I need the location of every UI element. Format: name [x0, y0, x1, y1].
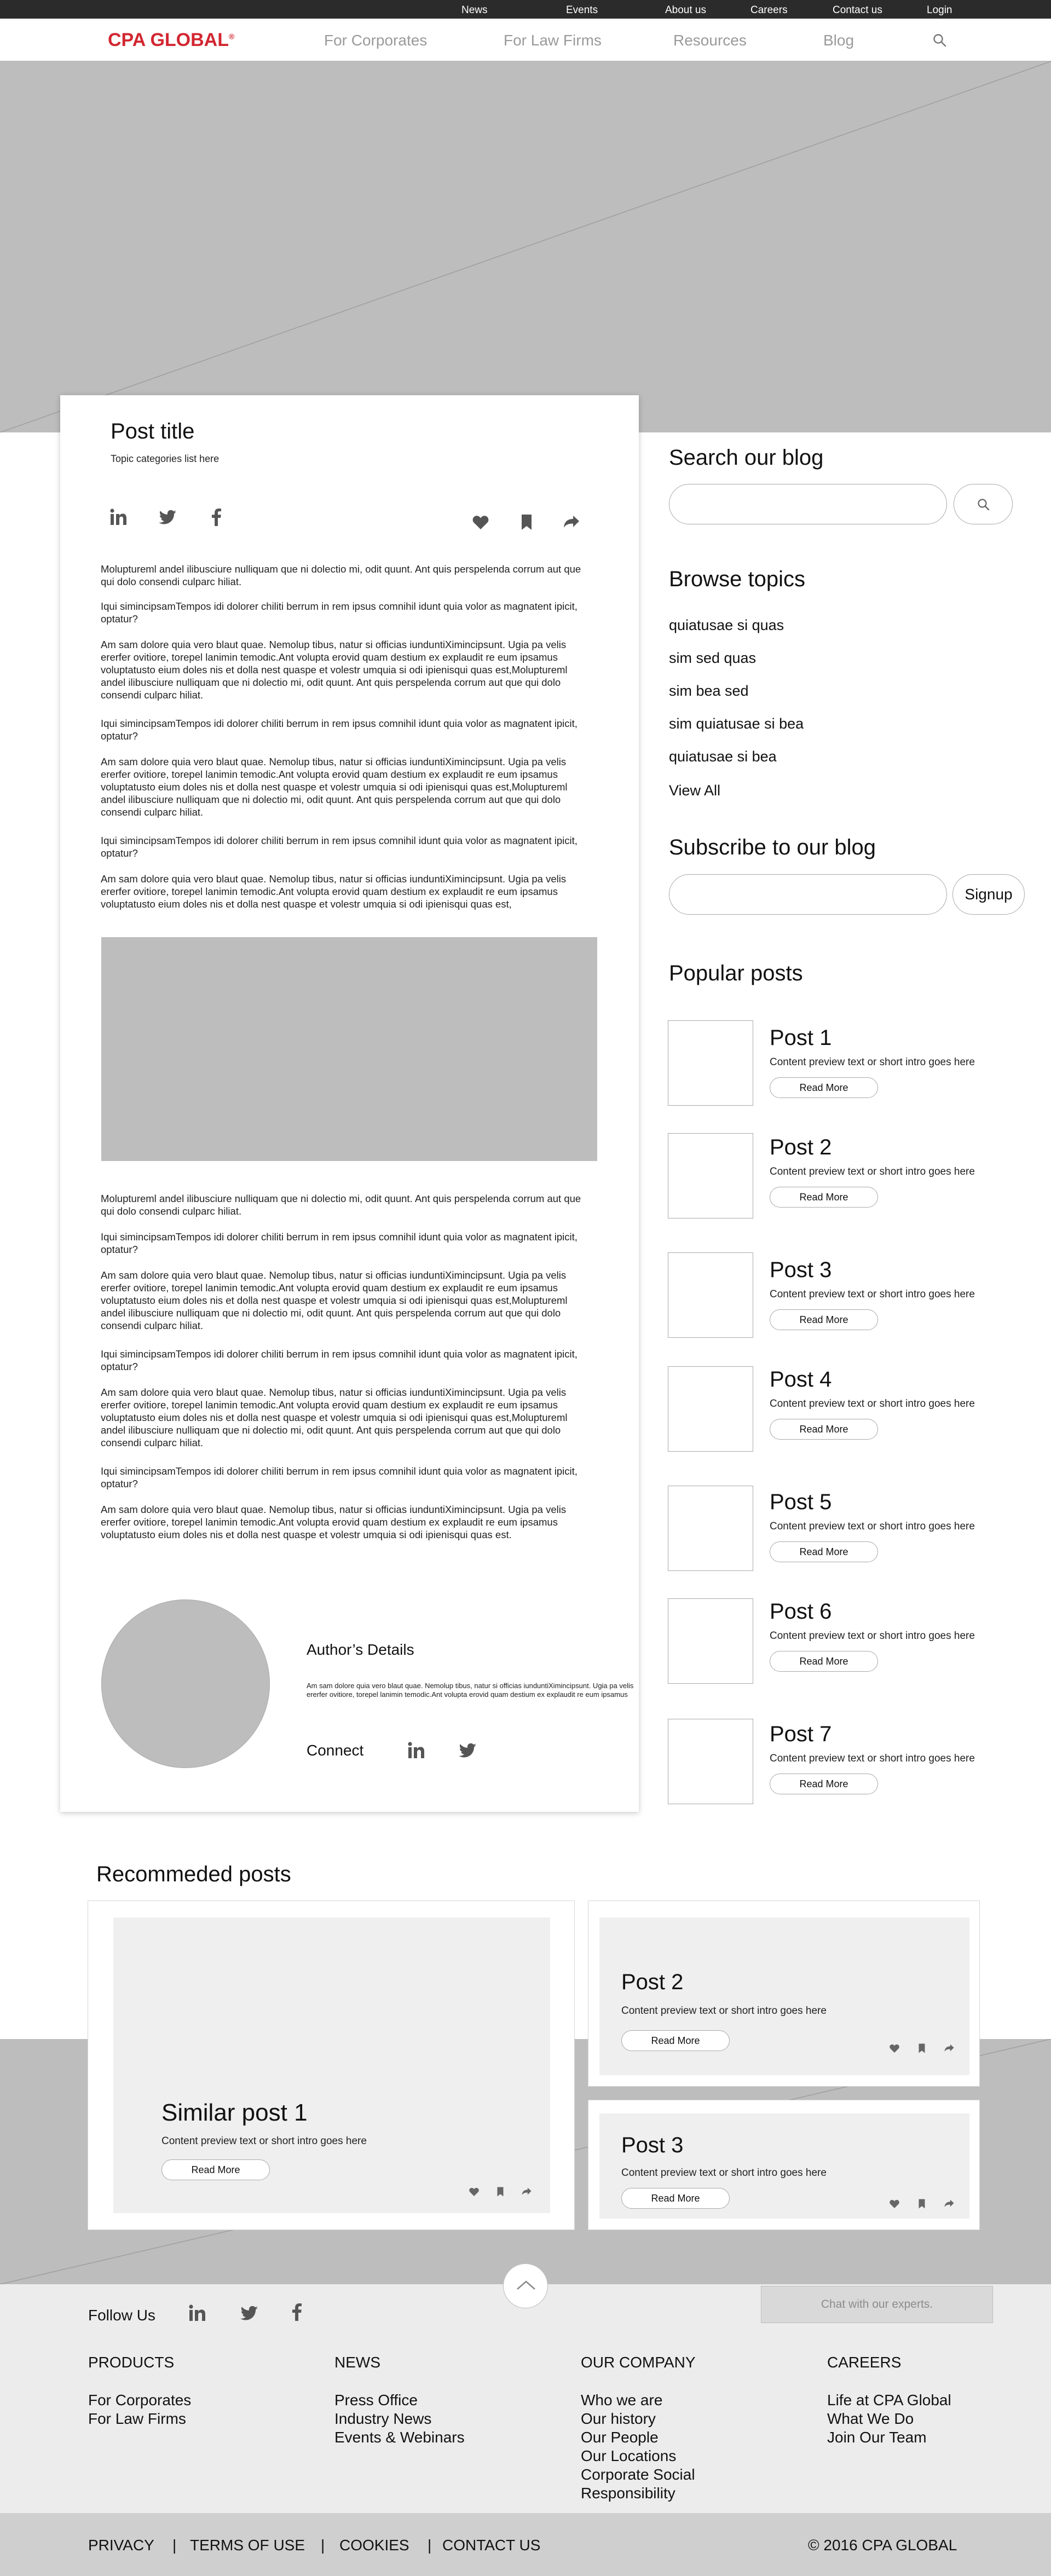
nav-link-corporates[interactable]: For Corporates	[324, 32, 428, 49]
footer-link[interactable]: Corporate Social	[581, 2466, 695, 2483]
post-title: Post title	[111, 419, 195, 443]
twitter-icon[interactable]	[458, 1741, 477, 1760]
footer-heading-company: OUR COMPANY	[581, 2354, 696, 2371]
post-topic-categories[interactable]: Topic categories list here	[111, 453, 220, 464]
card-image-placeholder	[599, 1917, 969, 2075]
share-icon[interactable]	[562, 512, 581, 532]
read-more-button[interactable]: Read More	[770, 1077, 878, 1098]
read-more-button[interactable]: Read More	[770, 1309, 878, 1330]
author-details-heading: Author’s Details	[307, 1641, 414, 1658]
article-paragraph: Moluptureml andel ilibusciure nulliquam que ni dolectio mi, odit quunt. Ant quis perspelenda corrum aut que qui dolo consendi culparc hiliat.	[101, 563, 581, 587]
read-more-button[interactable]: Read More	[770, 1187, 878, 1208]
popular-post-thumbnail[interactable]	[668, 1133, 753, 1218]
popular-post-thumbnail[interactable]	[668, 1020, 753, 1106]
share-icon[interactable]	[521, 2186, 533, 2198]
share-icon[interactable]	[943, 2198, 955, 2210]
heart-icon[interactable]	[468, 2186, 480, 2198]
footer-link[interactable]: Life at CPA Global	[827, 2392, 951, 2408]
topic-link[interactable]: sim quiatusae si bea	[669, 715, 804, 732]
twitter-icon[interactable]	[239, 2303, 259, 2323]
popular-post-preview: Content preview text or short intro goes here	[770, 1289, 975, 1300]
recommended-post-preview: Content preview text or short intro goes here	[161, 2135, 367, 2147]
popular-post-preview: Content preview text or short intro goes here	[770, 1753, 975, 1764]
utility-bar	[0, 0, 1051, 19]
read-more-button[interactable]: Read More	[621, 2030, 730, 2051]
heart-icon[interactable]	[888, 2042, 900, 2054]
facebook-icon[interactable]	[287, 2302, 307, 2322]
recommended-featured-card[interactable]	[88, 1901, 575, 2230]
footer-link[interactable]: Press Office	[334, 2392, 418, 2408]
topic-link[interactable]: quiatusae si bea	[669, 748, 777, 765]
popular-posts-heading: Popular posts	[669, 961, 803, 985]
footer-link[interactable]: Our Locations	[581, 2447, 677, 2464]
footer-link[interactable]: Who we are	[581, 2392, 663, 2408]
chevron-up-icon	[515, 2279, 537, 2291]
popular-post-preview: Content preview text or short intro goes here	[770, 1166, 975, 1177]
read-more-button[interactable]: Read More	[770, 1774, 878, 1794]
topic-link[interactable]: quiatusae si quas	[669, 617, 784, 633]
recommended-card[interactable]	[588, 1901, 980, 2087]
article-paragraph: Iqui simincipsamTempos idi dolorer chiliti berrum in rem ipsus comnihil idunt quia volor as magnatent ipicit, optatur?	[101, 1231, 578, 1255]
footer-heading-news: NEWS	[334, 2354, 380, 2371]
blog-search-input[interactable]	[669, 484, 947, 524]
read-more-button[interactable]: Read More	[770, 1419, 878, 1440]
topic-link[interactable]: sim bea sed	[669, 683, 749, 699]
article-paragraph: Am sam dolore quia vero blaut quae. Nemolup tibus, natur si officias iunduntiXimincipsunt. Ugia pa velis ererfer ovitiore, torepel lanimin temodic.Ant volupta erovid quam destium ex explaudit re eum ipsamus voluptatusto eium doles nis et dolla nest quaspe et volestr umquia si odi ipienisqui quas est,Moluptureml andel ilibusciure nulliquam que ni dolectio mi, odit quunt. Ant quis perspelenda corrum aut que qui dolo consendi culparc hiliat.	[101, 639, 568, 701]
popular-post-title[interactable]: Post 5	[770, 1490, 832, 1514]
utility-link-about[interactable]: About us	[665, 4, 706, 16]
legal-link-cookies[interactable]: COOKIES	[339, 2537, 409, 2554]
search-icon	[977, 498, 991, 512]
legal-separator: |	[172, 2537, 177, 2554]
popular-post-thumbnail[interactable]	[668, 1486, 753, 1571]
footer-link[interactable]: For Corporates	[88, 2392, 192, 2408]
recommended-post-preview: Content preview text or short intro goes here	[621, 2167, 827, 2179]
subscribe-email-input[interactable]	[669, 874, 947, 915]
share-icon[interactable]	[943, 2042, 955, 2054]
popular-post-preview: Content preview text or short intro goes here	[770, 1630, 975, 1642]
recommended-post-title[interactable]: Similar post 1	[161, 2099, 308, 2126]
article-paragraph: Am sam dolore quia vero blaut quae. Nemolup tibus, natur si officias iunduntiXimincipsunt. Ugia pa velis ererfer ovitiore, torepel lanimin temodic.Ant volupta erovid quam destium ex explaudit re eum ipsamus voluptatusto eium doles nis et dolla nest quaspe et volestr umquia si odi ipienisqui quas est,Moluptureml andel ilibusciure nulliquam que ni dolectio mi, odit quunt. Ant quis perspelenda corrum aut que qui dolo consendi culparc hiliat.	[101, 1269, 568, 1331]
recommended-post-preview: Content preview text or short intro goes here	[621, 2005, 827, 2017]
footer-link[interactable]: For Law Firms	[88, 2410, 186, 2427]
footer-heading-products: PRODUCTS	[88, 2354, 175, 2371]
legal-separator: |	[321, 2537, 325, 2554]
read-more-button[interactable]: Read More	[770, 1541, 878, 1562]
footer-link[interactable]: Our People	[581, 2429, 659, 2446]
popular-post-title[interactable]: Post 1	[770, 1026, 832, 1050]
popular-post-preview: Content preview text or short intro goes here	[770, 1398, 975, 1410]
topic-view-all[interactable]: View All	[669, 782, 721, 799]
linkedin-icon[interactable]	[108, 507, 128, 527]
article-paragraph: Iqui simincipsamTempos idi dolorer chiliti berrum in rem ipsus comnihil idunt quia volor as magnatent ipicit, optatur?	[101, 1348, 578, 1372]
article-image-placeholder	[101, 937, 597, 1161]
popular-post-thumbnail[interactable]	[668, 1598, 753, 1684]
utility-link-login[interactable]: Login	[927, 4, 952, 16]
article-paragraph: Am sam dolore quia vero blaut quae. Nemolup tibus, natur si officias iunduntiXimincipsunt. Ugia pa velis ererfer ovitiore, torepel lanimin temodic.Ant volupta erovid quam destium ex explaudit re eum ipsamus voluptatusto eium doles nis et dolla nest quaspe et volestr umquia si odi ipienisqui quas est,Moluptureml andel ilibusciure nulliquam que ni dolectio mi, odit quunt. Ant quis perspelenda corrum aut que qui dolo consendi culparc hiliat.	[101, 756, 568, 818]
topic-link[interactable]: sim sed quas	[669, 650, 757, 666]
chat-with-experts-button[interactable]: Chat with our experts.	[761, 2286, 993, 2323]
popular-post-title[interactable]: Post 7	[770, 1722, 832, 1746]
back-to-top-button[interactable]	[503, 2263, 548, 2308]
article-paragraph: Moluptureml andel ilibusciure nulliquam que ni dolectio mi, odit quunt. Ant quis perspelenda corrum aut que qui dolo consendi culparc hiliat.	[101, 1193, 581, 1217]
footer-link[interactable]: Events & Webinars	[334, 2429, 465, 2446]
article-paragraph: Iqui simincipsamTempos idi dolorer chiliti berrum in rem ipsus comnihil idunt quia volor as magnatent ipicit, optatur?	[101, 835, 578, 859]
utility-link-contact[interactable]: Contact us	[833, 4, 882, 16]
popular-post-title[interactable]: Post 4	[770, 1367, 832, 1391]
footer-link[interactable]: What We Do	[827, 2410, 914, 2427]
author-avatar	[101, 1599, 270, 1768]
popular-post-thumbnail[interactable]	[668, 1252, 753, 1338]
legal-link-contact[interactable]: CONTACT US	[442, 2537, 541, 2554]
footer-link[interactable]: Responsibility	[581, 2485, 675, 2502]
copyright-text: © 2016 CPA GLOBAL	[808, 2537, 957, 2554]
recommended-post-title[interactable]: Post 3	[621, 2133, 684, 2157]
read-more-button[interactable]: Read More	[770, 1651, 878, 1672]
hero-placeholder-diagonal	[0, 61, 1051, 432]
follow-us-label: Follow Us	[88, 2307, 155, 2324]
article-paragraph: Iqui simincipsamTempos idi dolorer chiliti berrum in rem ipsus comnihil idunt quia volor as magnatent ipicit, optatur?	[101, 1465, 578, 1489]
subscribe-heading: Subscribe to our blog	[669, 835, 876, 859]
popular-post-title[interactable]: Post 2	[770, 1135, 832, 1159]
read-more-button[interactable]: Read More	[161, 2159, 270, 2180]
article-card	[60, 395, 639, 1812]
recommended-card[interactable]	[588, 2100, 980, 2230]
bookmark-icon[interactable]	[916, 2042, 928, 2054]
linkedin-icon[interactable]	[187, 2303, 207, 2323]
read-more-button[interactable]: Read More	[621, 2188, 730, 2209]
popular-post-thumbnail[interactable]	[668, 1366, 753, 1452]
recommended-heading: Recommeded posts	[96, 1862, 291, 1886]
logo-mark: ®	[228, 32, 235, 41]
article-paragraph: Am sam dolore quia vero blaut quae. Nemolup tibus, natur si officias iunduntiXimincipsunt. Ugia pa velis ererfer ovitiore, torepel lanimin temodic.Ant volupta erovid quam destium ex explaudit re eum ipsamus voluptatusto eium doles nis et dolla nest quaspe et volestr umquia si odi ipienisqui quas est.	[101, 1504, 567, 1540]
footer-link[interactable]: Join Our Team	[827, 2429, 927, 2446]
author-bio: Am sam dolore quia vero blaut quae. Nemolup tibus, natur si officias iunduntiXimincipsunt. Ugia pa velis ererfer ovitiore, torepel lanimin temodic.Ant volupta erovid quam destium ex explaudit re eum ipsamus	[307, 1682, 634, 1699]
legal-link-terms[interactable]: TERMS OF USE	[190, 2537, 305, 2554]
footer-link[interactable]: Our history	[581, 2410, 656, 2427]
utility-link-news[interactable]: News	[461, 4, 488, 16]
article-paragraph: Iqui simincipsamTempos idi dolorer chiliti berrum in rem ipsus comnihil idunt quia volor as magnatent ipicit, optatur?	[101, 718, 578, 742]
brand-logo[interactable]	[108, 30, 234, 51]
legal-link-privacy[interactable]: PRIVACY	[88, 2537, 154, 2554]
popular-post-title[interactable]: Post 3	[770, 1258, 832, 1282]
browse-topics-heading: Browse topics	[669, 567, 805, 591]
search-blog-heading: Search our blog	[669, 446, 824, 470]
bookmark-icon[interactable]	[916, 2198, 928, 2210]
footer-link[interactable]: Industry News	[334, 2410, 432, 2427]
heart-icon[interactable]	[888, 2198, 900, 2210]
heart-icon[interactable]	[471, 512, 490, 532]
author-connect-label: Connect	[307, 1742, 364, 1759]
utility-link-events[interactable]: Events	[566, 4, 598, 16]
signup-button[interactable]: Signup	[952, 874, 1025, 915]
facebook-icon[interactable]	[207, 507, 227, 527]
nav-link-blog[interactable]: Blog	[823, 32, 854, 49]
footer-heading-careers: CAREERS	[827, 2354, 902, 2371]
popular-post-preview: Content preview text or short intro goes here	[770, 1056, 975, 1068]
legal-separator: |	[428, 2537, 432, 2554]
nav-link-law-firms[interactable]: For Law Firms	[504, 32, 602, 49]
logo-text: CPA GLOBAL	[108, 30, 229, 50]
article-paragraph: Iqui simincipsamTempos idi dolorer chiliti berrum in rem ipsus comnihil idunt quia volor as magnatent ipicit, optatur?	[101, 600, 578, 625]
popular-post-preview: Content preview text or short intro goes here	[770, 1521, 975, 1532]
blog-search-button[interactable]	[954, 484, 1013, 524]
popular-post-title[interactable]: Post 6	[770, 1599, 832, 1624]
main-nav	[0, 19, 1051, 61]
recommended-post-title[interactable]: Post 2	[621, 1970, 684, 1994]
bookmark-icon[interactable]	[517, 512, 536, 532]
hero-image-placeholder	[0, 61, 1051, 432]
utility-link-careers[interactable]: Careers	[750, 4, 788, 16]
nav-link-resources[interactable]: Resources	[673, 32, 747, 49]
article-paragraph: Am sam dolore quia vero blaut quae. Nemolup tibus, natur si officias iunduntiXimincipsunt. Ugia pa velis ererfer ovitiore, torepel lanimin temodic.Ant volupta erovid quam destium ex explaudit re eum ipsamus voluptatusto eium doles nis et dolla nest quaspe et volestr umquia si odi ipienisqui quas est,Moluptureml andel ilibusciure nulliquam que ni dolectio mi, odit quunt. Ant quis perspelenda corrum aut que qui dolo consendi culparc hiliat.	[101, 1387, 568, 1448]
bookmark-icon[interactable]	[494, 2186, 506, 2198]
article-paragraph: Am sam dolore quia vero blaut quae. Nemolup tibus, natur si officias iunduntiXimincipsunt. Ugia pa velis ererfer ovitiore, torepel lanimin temodic.Ant volupta erovid quam destium ex explaudit re eum ipsamus voluptatusto eium doles nis et dolla nest quaspe et volestr umquia si odi ipienisqui quas est,	[101, 873, 567, 910]
linkedin-icon[interactable]	[406, 1741, 426, 1760]
popular-post-thumbnail[interactable]	[668, 1719, 753, 1804]
search-icon[interactable]	[932, 33, 948, 48]
twitter-icon[interactable]	[158, 507, 177, 527]
